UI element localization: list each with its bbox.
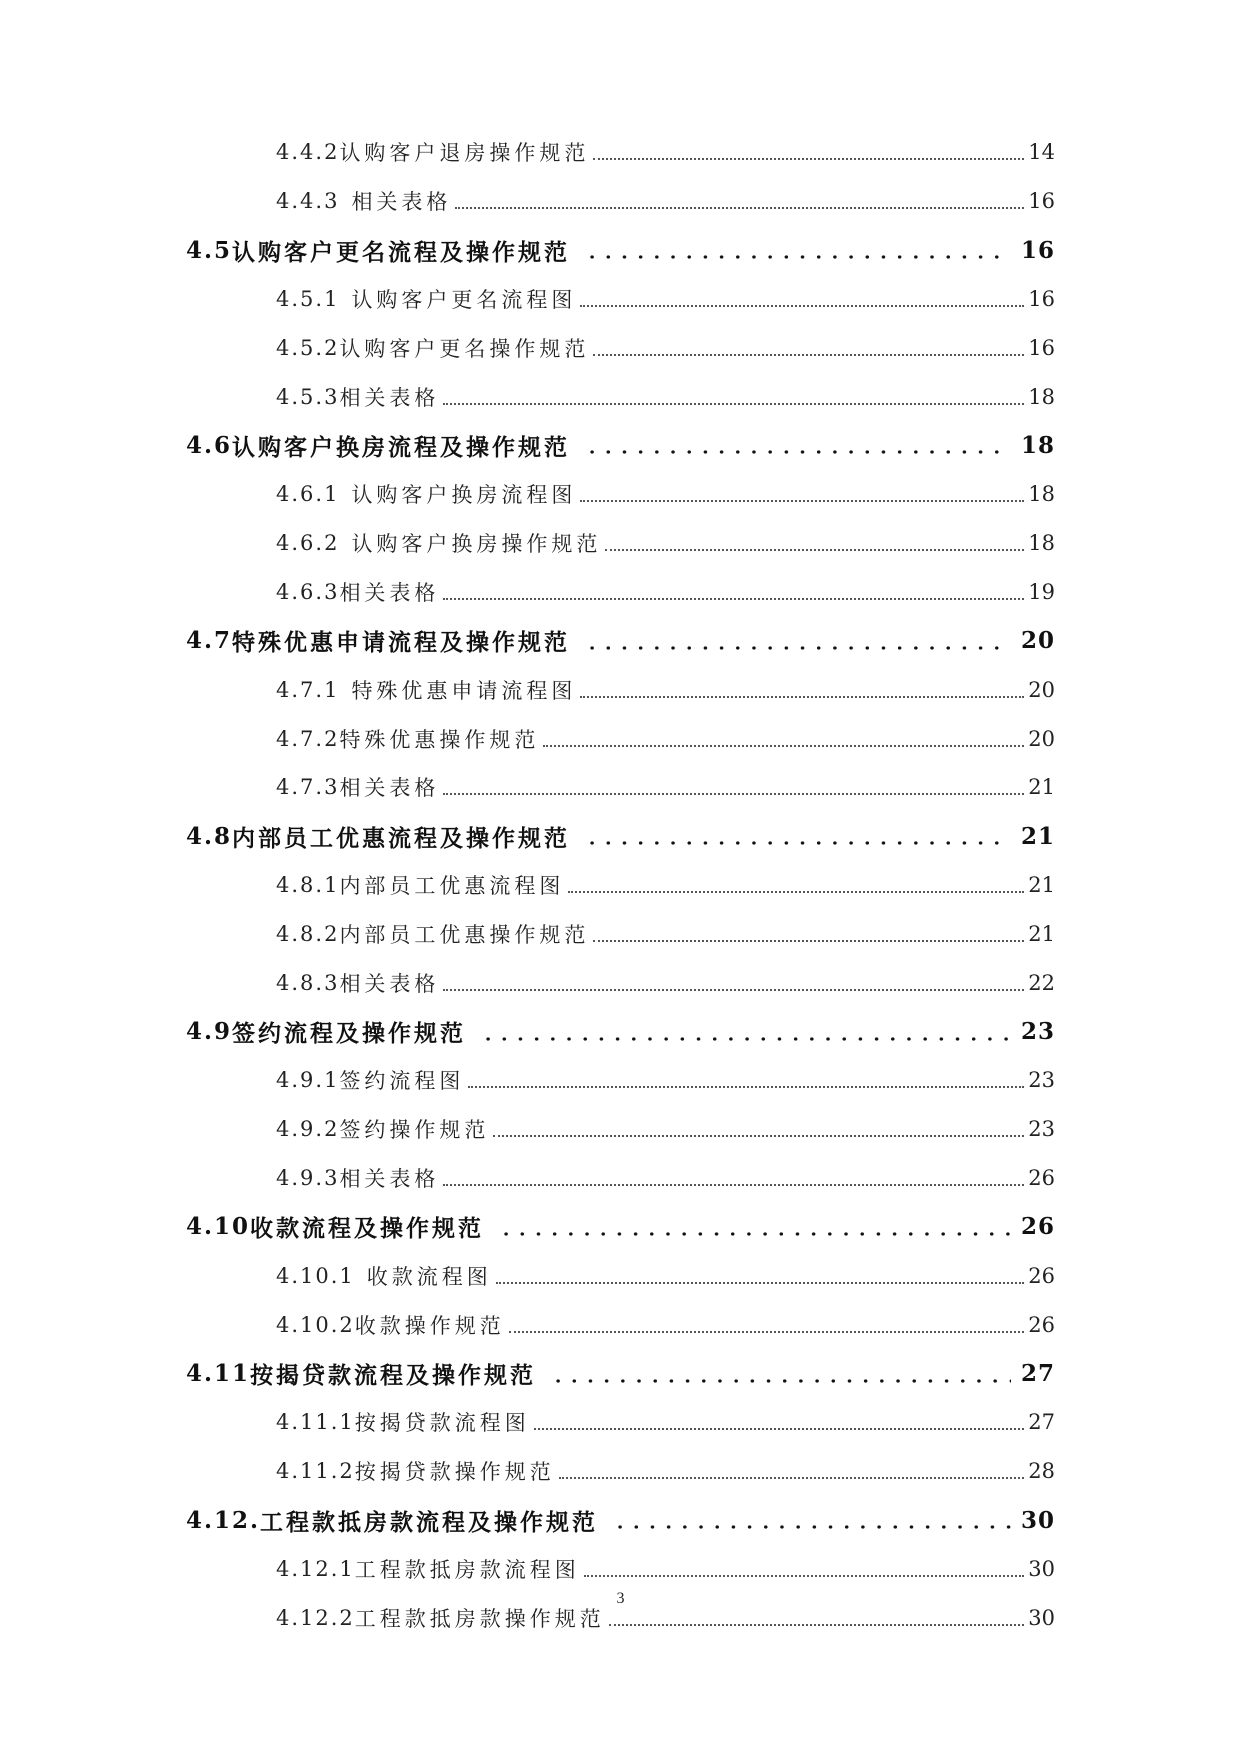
toc-entry-page: 18	[1028, 384, 1055, 409]
toc-dot-leader	[593, 158, 1024, 160]
toc-subsection-entry[interactable]	[0, 470, 1241, 519]
toc-entry-page: 19	[1028, 580, 1055, 605]
toc-entry-number: 4.9.3	[276, 1166, 340, 1191]
toc-section-entry[interactable]	[0, 616, 1241, 665]
toc-entry-page: 22	[1028, 970, 1055, 995]
toc-entry-title: 收款流程及操作规范	[250, 1215, 485, 1243]
toc-entry-page: 21	[1028, 873, 1055, 898]
toc-dot-leader	[584, 1575, 1024, 1577]
toc-entry-page: 26	[1028, 1263, 1055, 1288]
toc-subsection-entry[interactable]	[0, 861, 1241, 910]
toc-entry-page: 20	[1020, 627, 1055, 655]
toc-entry-number: 4.10.2	[276, 1312, 355, 1337]
toc-dot-leader	[443, 1184, 1024, 1186]
toc-subsection-entry[interactable]	[0, 958, 1241, 1007]
toc-entry-title: 按揭贷款流程图	[354, 1411, 530, 1436]
toc-entry-title: 认购客户更名流程图	[351, 287, 577, 312]
toc-entry-title: 收款操作规范	[354, 1313, 505, 1338]
toc-subsection-entry[interactable]	[0, 519, 1241, 568]
toc-dot-leader	[580, 500, 1024, 502]
toc-entry-title: 签约流程及操作规范	[232, 1020, 467, 1048]
toc-entry-title: 相关表格	[351, 190, 452, 215]
toc-entry-page: 30	[1028, 1556, 1055, 1581]
toc-entry-number: 4.11.2	[276, 1459, 355, 1484]
toc-subsection-entry[interactable]	[0, 568, 1241, 617]
toc-section-entry[interactable]	[0, 1349, 1241, 1398]
toc-entry-page: 14	[1028, 140, 1055, 165]
toc-subsection-entry[interactable]	[0, 372, 1241, 421]
toc-entry-title: 相关表格	[339, 1167, 440, 1192]
toc-entry-title: 内部员工优惠流程及操作规范	[232, 824, 571, 852]
toc-dot-leader	[443, 989, 1024, 991]
toc-entry-page: 23	[1020, 1018, 1055, 1046]
toc-dot-leader	[568, 891, 1024, 893]
toc-section-entry[interactable]	[0, 421, 1241, 470]
toc-dot-leader	[559, 1477, 1024, 1479]
toc-entry-number: 4.12.1	[276, 1556, 355, 1581]
toc-dot-leader	[480, 1037, 1011, 1041]
toc-entry-page: 21	[1028, 775, 1055, 800]
toc-subsection-entry[interactable]	[0, 1544, 1241, 1593]
toc-entry-title: 按揭贷款流程及操作规范	[250, 1362, 537, 1390]
toc-entry-title: 特殊优惠操作规范	[339, 727, 540, 752]
toc-entry-page: 27	[1028, 1410, 1055, 1435]
toc-entry-page: 27	[1020, 1360, 1055, 1388]
toc-subsection-entry[interactable]	[0, 1447, 1241, 1496]
toc-subsection-entry[interactable]	[0, 323, 1241, 372]
toc-subsection-entry[interactable]	[0, 1154, 1241, 1203]
toc-entry-page: 20	[1028, 726, 1055, 751]
toc-entry-title: 按揭贷款操作规范	[354, 1460, 555, 1485]
toc-dot-leader	[550, 1379, 1011, 1383]
toc-entry-page: 21	[1028, 921, 1055, 946]
toc-subsection-entry[interactable]	[0, 1056, 1241, 1105]
toc-entry-title: 内部员工优惠流程图	[339, 874, 565, 899]
toc-entry-number: 4.7.2	[276, 726, 340, 751]
toc-section-entry[interactable]	[0, 1203, 1241, 1252]
toc-entry-page: 23	[1028, 1068, 1055, 1093]
toc-dot-leader	[534, 1428, 1024, 1430]
toc-dot-leader	[612, 1525, 1011, 1529]
toc-entry-number: 4.5.1	[276, 286, 340, 311]
toc-entry-title: 相关表格	[339, 776, 440, 801]
toc-dot-leader	[493, 1135, 1024, 1137]
toc-subsection-entry[interactable]	[0, 177, 1241, 226]
toc-entry-number: 4.7.1	[276, 677, 340, 702]
toc-subsection-entry[interactable]	[0, 1300, 1241, 1349]
toc-section-entry[interactable]	[0, 1007, 1241, 1056]
toc-dot-leader	[584, 841, 1011, 845]
toc-dot-leader	[543, 745, 1024, 747]
toc-entry-page: 16	[1020, 236, 1055, 264]
toc-entry-page: 18	[1028, 482, 1055, 507]
toc-entry-number: 4.9	[186, 1018, 233, 1046]
toc-entry-title: 内部员工优惠操作规范	[339, 922, 590, 947]
toc-entry-title: 工程款抵房款流程及操作规范	[260, 1508, 599, 1536]
toc-dot-leader	[443, 793, 1024, 795]
toc-dot-leader	[443, 403, 1024, 405]
toc-subsection-entry[interactable]	[0, 665, 1241, 714]
toc-entry-number: 4.4.3	[276, 189, 340, 214]
toc-entry-number: 4.12.	[186, 1506, 261, 1534]
toc-entry-page: 26	[1020, 1213, 1055, 1241]
toc-entry-number: 4.6.3	[276, 580, 340, 605]
toc-entry-title: 认购客户退房操作规范	[339, 141, 590, 166]
toc-entry-title: 认购客户更名流程及操作规范	[232, 238, 571, 266]
toc-entry-title: 认购客户换房操作规范	[351, 532, 602, 557]
table-of-contents	[0, 128, 1241, 1642]
toc-entry-number: 4.12.2	[276, 1605, 355, 1630]
toc-subsection-entry[interactable]	[0, 714, 1241, 763]
toc-entry-title: 收款流程图	[366, 1264, 492, 1289]
toc-dot-leader	[605, 549, 1024, 551]
toc-entry-title: 工程款抵房款流程图	[354, 1557, 580, 1582]
toc-entry-page: 16	[1028, 335, 1055, 360]
toc-subsection-entry[interactable]	[0, 1398, 1241, 1447]
toc-section-entry[interactable]	[0, 1496, 1241, 1545]
toc-entry-page: 21	[1020, 822, 1055, 850]
toc-entry-page: 28	[1028, 1459, 1055, 1484]
toc-section-entry[interactable]	[0, 812, 1241, 861]
toc-entry-number: 4.10.1	[276, 1263, 355, 1288]
toc-entry-title: 签约流程图	[339, 1069, 465, 1094]
toc-dot-leader	[593, 354, 1024, 356]
toc-entry-number: 4.5	[186, 236, 233, 264]
toc-entry-number: 4.10	[186, 1213, 251, 1241]
toc-dot-leader	[609, 1624, 1024, 1626]
toc-dot-leader	[509, 1331, 1024, 1333]
toc-entry-number: 4.6.1	[276, 482, 340, 507]
toc-dot-leader	[498, 1232, 1011, 1236]
toc-entry-page: 18	[1020, 431, 1055, 459]
toc-dot-leader	[468, 1086, 1024, 1088]
toc-subsection-entry[interactable]	[0, 910, 1241, 959]
toc-entry-page: 30	[1028, 1605, 1055, 1630]
toc-entry-number: 4.8.3	[276, 970, 340, 995]
toc-subsection-entry[interactable]	[0, 1105, 1241, 1154]
toc-dot-leader	[496, 1282, 1024, 1284]
toc-entry-page: 30	[1020, 1506, 1055, 1534]
toc-subsection-entry[interactable]	[0, 1251, 1241, 1300]
toc-entry-number: 4.4.2	[276, 140, 340, 165]
toc-entry-title: 认购客户更名操作规范	[339, 336, 590, 361]
toc-subsection-entry[interactable]	[0, 128, 1241, 177]
toc-entry-page: 23	[1028, 1117, 1055, 1142]
toc-entry-number: 4.7.3	[276, 775, 340, 800]
toc-entry-number: 4.8.2	[276, 921, 340, 946]
toc-dot-leader	[584, 646, 1011, 650]
toc-entry-number: 4.8.1	[276, 873, 340, 898]
toc-dot-leader	[580, 305, 1024, 307]
toc-entry-number: 4.9.2	[276, 1117, 340, 1142]
toc-entry-title: 认购客户换房流程及操作规范	[232, 433, 571, 461]
toc-dot-leader	[443, 598, 1024, 600]
toc-entry-title: 相关表格	[339, 385, 440, 410]
toc-dot-leader	[593, 940, 1024, 942]
toc-entry-number: 4.5.3	[276, 384, 340, 409]
toc-entry-number: 4.9.1	[276, 1068, 340, 1093]
toc-entry-page: 16	[1028, 189, 1055, 214]
toc-entry-title: 特殊优惠申请流程图	[351, 678, 577, 703]
toc-entry-number: 4.11.1	[276, 1410, 355, 1435]
toc-entry-title: 相关表格	[339, 971, 440, 996]
toc-subsection-entry[interactable]	[0, 763, 1241, 812]
toc-entry-page: 26	[1028, 1312, 1055, 1337]
toc-entry-title: 工程款抵房款操作规范	[354, 1606, 605, 1631]
toc-entry-number: 4.11	[186, 1360, 251, 1388]
toc-entry-number: 4.6.2	[276, 531, 340, 556]
toc-entry-number: 4.7	[186, 627, 233, 655]
toc-entry-number: 4.6	[186, 431, 233, 459]
toc-entry-number: 4.8	[186, 822, 233, 850]
toc-entry-page: 20	[1028, 677, 1055, 702]
toc-entry-page: 16	[1028, 286, 1055, 311]
toc-entry-page: 18	[1028, 531, 1055, 556]
toc-entry-title: 认购客户换房流程图	[351, 483, 577, 508]
toc-dot-leader	[455, 207, 1024, 209]
toc-entry-title: 相关表格	[339, 581, 440, 606]
page-number: 3	[616, 1590, 625, 1607]
toc-entry-title: 签约操作规范	[339, 1118, 490, 1143]
toc-dot-leader	[580, 696, 1024, 698]
toc-dot-leader	[584, 255, 1011, 259]
toc-entry-number: 4.5.2	[276, 335, 340, 360]
toc-section-entry[interactable]	[0, 226, 1241, 275]
toc-subsection-entry[interactable]	[0, 275, 1241, 324]
toc-dot-leader	[584, 450, 1011, 454]
toc-entry-page: 26	[1028, 1166, 1055, 1191]
toc-entry-title: 特殊优惠申请流程及操作规范	[232, 629, 571, 657]
